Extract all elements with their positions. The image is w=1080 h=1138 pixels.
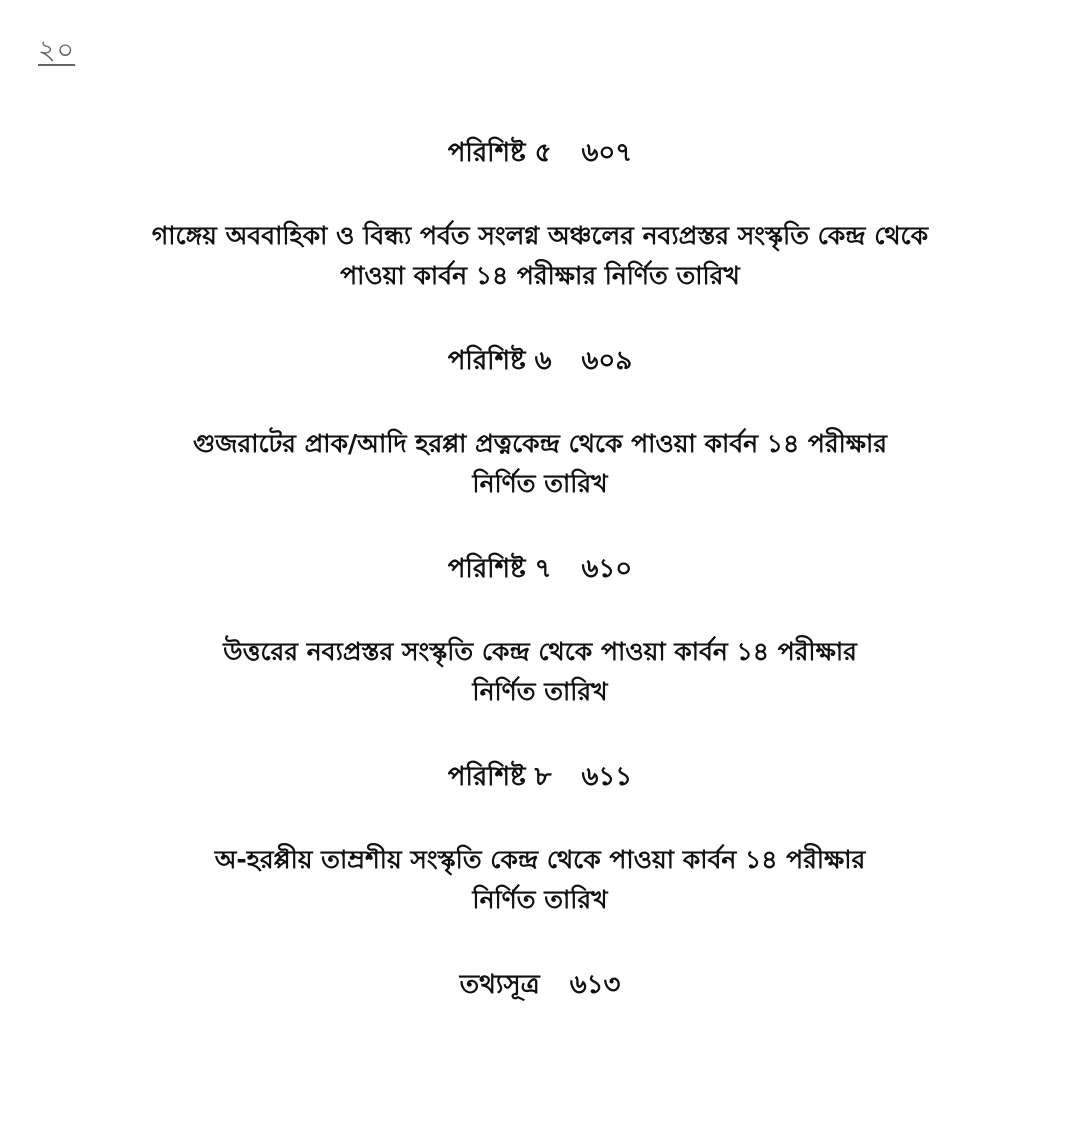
toc-description-appendix-5: [90, 216, 990, 296]
toc-heading-title: তথ্যসূত্র: [459, 970, 540, 1000]
toc-page-number: ৬১১: [581, 762, 633, 792]
toc-page-number: ৬১৩: [569, 970, 621, 1000]
toc-description-line: গাঙ্গেয় অববাহিকা ও বিন্ধ্য পর্বত সংলগ্ন অঞ্চলের নব্যপ্রস্তর সংস্কৃতি কেন্দ্র থেকে: [151, 221, 929, 250]
toc-page-number: ৬১০: [581, 554, 633, 584]
toc-description-appendix-6: [90, 424, 990, 504]
toc-description-line: নির্ণিত তারিখ: [472, 885, 608, 914]
toc-heading-appendix-6: [0, 341, 1080, 381]
toc-description-line: অ-হরপ্পীয় তাম্রশীয় সংস্কৃতি কেন্দ্র থেকে পাওয়া কার্বন ১৪ পরীক্ষার: [214, 845, 866, 874]
toc-heading-appendix-7: [0, 549, 1080, 589]
toc-heading-appendix-8: [0, 757, 1080, 797]
toc-page-number: ৬০৭: [581, 138, 633, 168]
toc-description-line: পাওয়া কার্বন ১৪ পরীক্ষার নির্ণিত তারিখ: [340, 261, 740, 290]
toc-heading-appendix-5: [0, 133, 1080, 173]
toc-heading-title: পরিশিষ্ট ৭: [447, 554, 552, 584]
page-number: ২০: [38, 35, 76, 66]
toc-heading-title: পরিশিষ্ট ৮: [447, 762, 552, 792]
toc-description-appendix-8: [90, 840, 990, 920]
toc-description-line: নির্ণিত তারিখ: [472, 469, 608, 498]
toc-description-line: উত্তরের নব্যপ্রস্তর সংস্কৃতি কেন্দ্র থেকে পাওয়া কার্বন ১৪ পরীক্ষার: [223, 637, 857, 666]
toc-description-appendix-7: [90, 632, 990, 712]
toc-description-line: গুজরাটের প্রাক/আদি হরপ্পা প্রত্নকেন্দ্র থেকে পাওয়া কার্বন ১৪ পরীক্ষার: [192, 429, 888, 458]
toc-page-number: ৬০৯: [581, 346, 633, 376]
toc-description-line: নির্ণিত তারিখ: [472, 677, 608, 706]
toc-heading-references: [0, 965, 1080, 1005]
toc-heading-title: পরিশিষ্ট ৫: [447, 138, 552, 168]
toc-heading-title: পরিশিষ্ট ৬: [447, 346, 552, 376]
